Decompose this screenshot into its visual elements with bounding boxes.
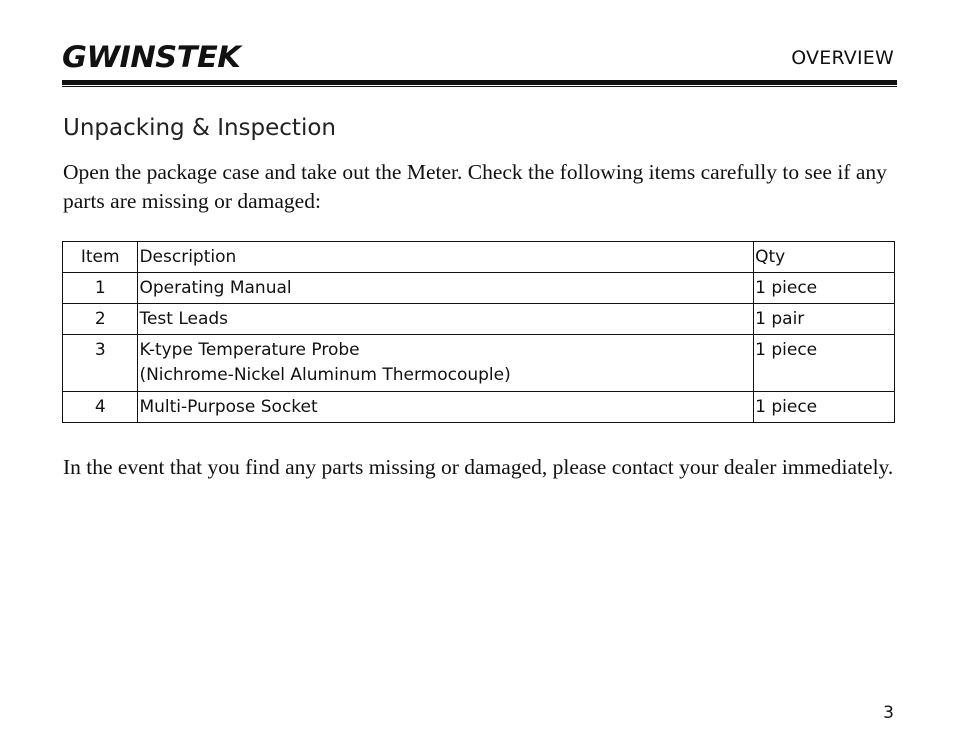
cell-item: 4	[63, 392, 138, 423]
cell-description	[138, 335, 754, 392]
page-number: 3	[883, 703, 894, 723]
cell-item: 2	[63, 304, 138, 335]
intro-paragraph: Open the package case and take out the Meter. Check the following items carefully to see if any parts are missing or damaged:	[63, 160, 887, 213]
table-row	[63, 392, 895, 423]
cell-qty: 1 pair	[754, 304, 895, 335]
cell-description-line-1: K-type Temperature Probe	[139, 340, 360, 360]
cell-description-line-2: (Nichrome-Nickel Aluminum Thermocouple)	[139, 365, 511, 385]
cell-item: 3	[63, 335, 138, 392]
table-row	[63, 304, 895, 335]
table-row	[63, 335, 895, 392]
items-table	[62, 241, 895, 423]
table-header-row	[63, 242, 895, 273]
cell-qty: 1 piece	[754, 392, 895, 423]
column-header-description: Description	[138, 242, 754, 273]
header-rule-thin	[62, 86, 897, 87]
table-row	[63, 273, 895, 304]
page-heading: Unpacking & Inspection	[63, 115, 336, 141]
column-header-item: Item	[63, 242, 138, 273]
section-label: OVERVIEW	[791, 47, 894, 69]
cell-description: Multi-Purpose Socket	[138, 392, 754, 423]
cell-description: Operating Manual	[138, 273, 754, 304]
column-header-qty: Qty	[754, 242, 895, 273]
closing-paragraph: In the event that you find any parts missing or damaged, please contact your dealer immediately.	[63, 455, 894, 479]
header-rule-thick	[62, 80, 897, 85]
cell-description: Test Leads	[138, 304, 754, 335]
cell-item: 1	[63, 273, 138, 304]
cell-qty: 1 piece	[754, 335, 895, 392]
brand-logo: GWINSTEK	[62, 40, 241, 74]
cell-qty: 1 piece	[754, 273, 895, 304]
